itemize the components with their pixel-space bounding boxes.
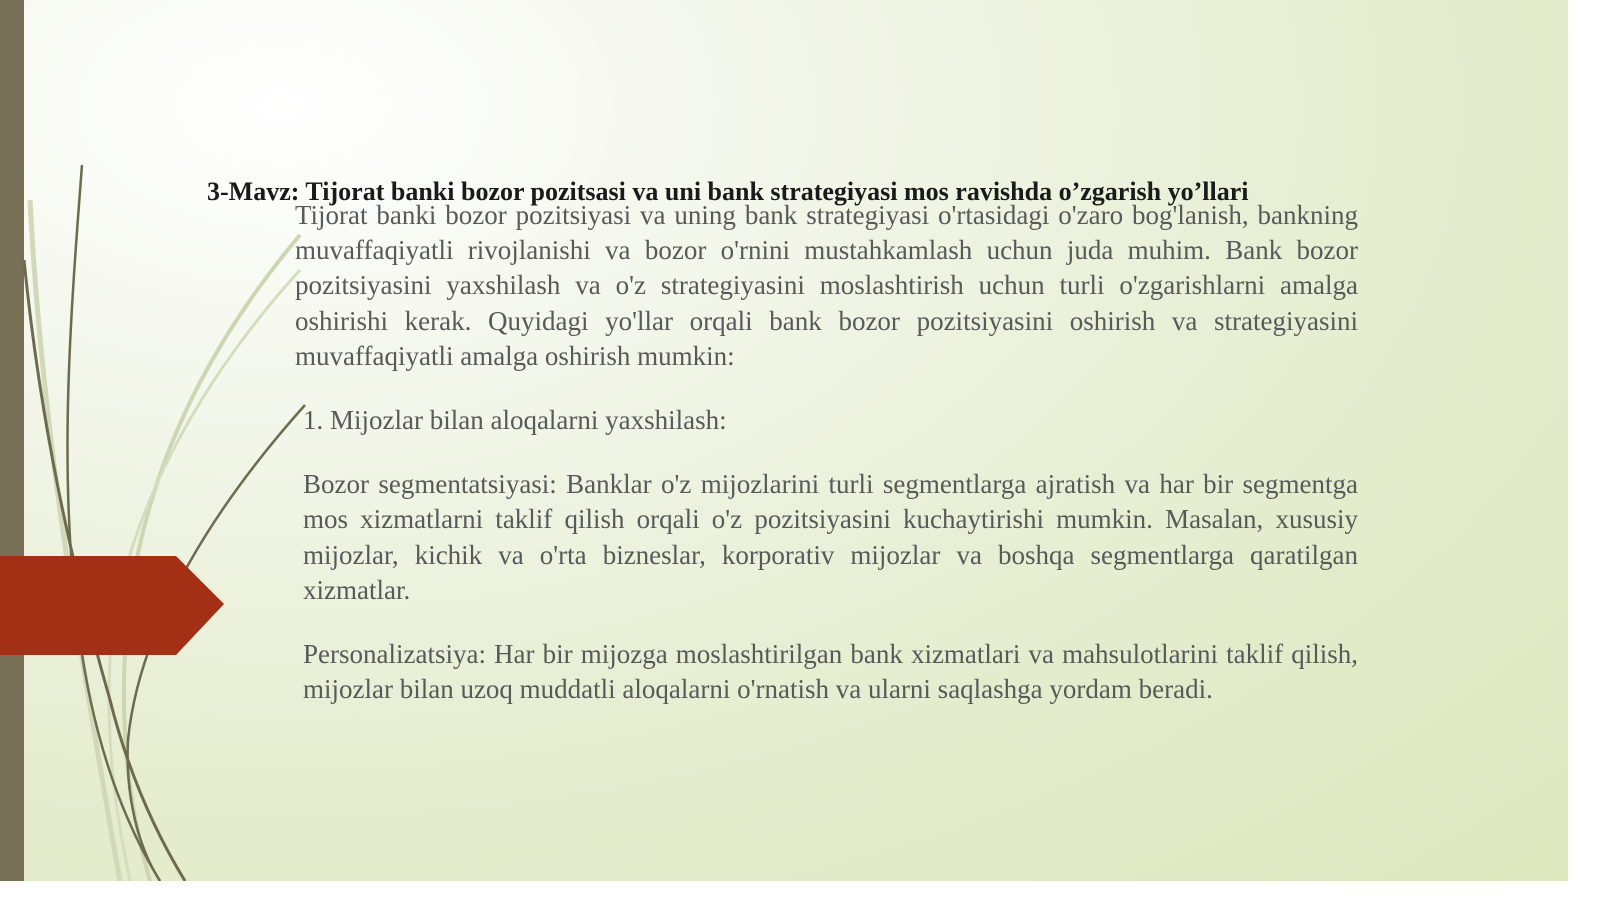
intro-paragraph: Tijorat banki bozor pozitsiyasi va uning bank strategiyasi o'rtasidagi o'zaro bog'lanish, bankning muvaffaqiyatli rivojlanishi va bozor o'rnini mustahkamlash uchun juda muhim. Bank bozor pozitsiyasini yaxshilash va o'z strategiyasini moslashtirish uchun turli o'zgarishlarni amalga oshirishi kerak. Quyidagi yo'llar orqali bank bozor pozitsiyasini oshirish va strategiyasini muvaffaqiyatli amalga oshirish mumkin: — [295, 200, 1358, 371]
slide-body — [295, 198, 1358, 736]
personalization-paragraph: Personalizatsiya: Har bir mijozga moslashtirilgan bank xizmatlari va mahsulotlarini taklif qilish, mijozlar bilan uzoq muddatli aloqalarni o'rnatish va ularni saqlashga yordam beradi. — [303, 639, 1358, 705]
light-curve-3 — [30, 200, 120, 881]
decorative-curves — [0, 0, 320, 881]
slide-title: 3-Mavz: Tijorat banki bozor pozitsasi va uni bank strategiyasi mos ravishda o’zgarish yo’llari — [207, 177, 1249, 206]
red-arrow-shape — [0, 556, 224, 655]
segmentation-paragraph: Bozor segmentatsiyasi: Banklar o'z mijozlarini turli segmentlarga ajratish va har bir segmentga mos xizmatlarni taklif qilish orqali o'z pozitsiyasini kuchaytirishi mumkin. Masalan, xususiy mijozlar, kichik va o'rta biznеslar, korporativ mijozlar va boshqa segmentlarga qaratilgan xizmatlar. — [303, 469, 1358, 605]
list-item-heading: 1. Mijozlar bilan aloqalarni yaxshilash: — [303, 405, 727, 436]
